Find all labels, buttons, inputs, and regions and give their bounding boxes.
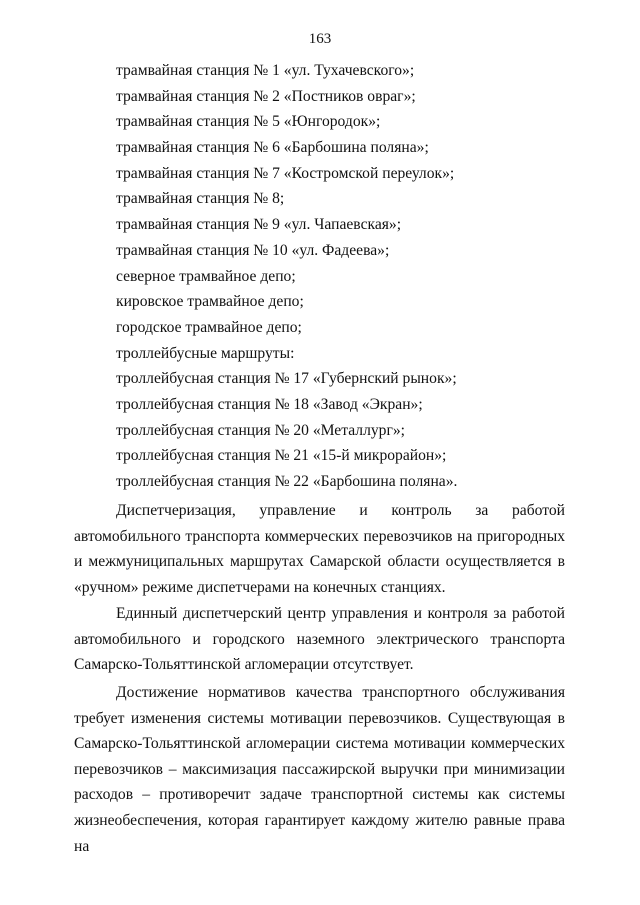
- list-item: городское трамвайное депо;: [116, 318, 302, 336]
- list-item: северное трамвайное депо;: [116, 267, 296, 285]
- list-item: трамвайная станция № 2 «Постников овраг»;: [116, 87, 416, 105]
- paragraph-dispatching: Диспетчеризация, управление и контроль за работой автомобильного транспорта коммерческих перевозчиков на пригородных и межмуниципальных маршрутах Самарской области осуществляется в «ручном» режиме диспетчерами на конечных станциях.: [74, 502, 565, 596]
- list-item: трамвайная станция № 10 «ул. Фадеева»;: [116, 241, 390, 259]
- list-item: трамвайная станция № 9 «ул. Чапаевская»;: [116, 216, 402, 234]
- list-item: троллейбусная станция № 17 «Губернский рынок»;: [116, 370, 457, 388]
- list-item: троллейбусная станция № 20 «Металлург»;: [116, 421, 405, 439]
- list-item: трамвайная станция № 7 «Костромской переулок»;: [116, 164, 455, 182]
- list-item: трамвайная станция № 1 «ул. Тухачевского»;: [116, 62, 415, 79]
- list-item: троллейбусная станция № 22 «Барбошина поляна».: [116, 473, 458, 490]
- list-item: троллейбусная станция № 21 «15-й микрорайон»;: [116, 447, 447, 465]
- list-item: трамвайная станция № 8;: [116, 190, 285, 208]
- paragraph-motivation: Достижение нормативов качества транспортного обслуживания требует изменения системы мотивации перевозчиков. Существующая в Самарско-Тольяттинской агломерации система мотивации коммерческих перевозчиков – максимизация пассажирской выручки при минимизации расходов – противоречит задаче транспортной системы как системы жизнеобеспечения, которая гарантирует каждому жителю равные права на: [74, 684, 565, 855]
- paragraph-dispatch-center: Единный диспетчерский центр управления и контроля за работой автомобильного и городского наземного электрического транспорта Самарско-Тольяттинской агломерации отсутствует.: [74, 605, 565, 674]
- stations-list: [116, 58, 576, 495]
- list-item: трамвайная станция № 6 «Барбошина поляна»;: [116, 139, 429, 157]
- list-item: троллейбусная станция № 18 «Завод «Экран»;: [116, 395, 423, 413]
- list-item: кировское трамвайное депо;: [116, 293, 304, 311]
- list-item: троллейбусные маршруты:: [116, 344, 295, 362]
- list-item: трамвайная станция № 5 «Юнгородок»;: [116, 113, 381, 131]
- page-number: 163: [308, 31, 332, 47]
